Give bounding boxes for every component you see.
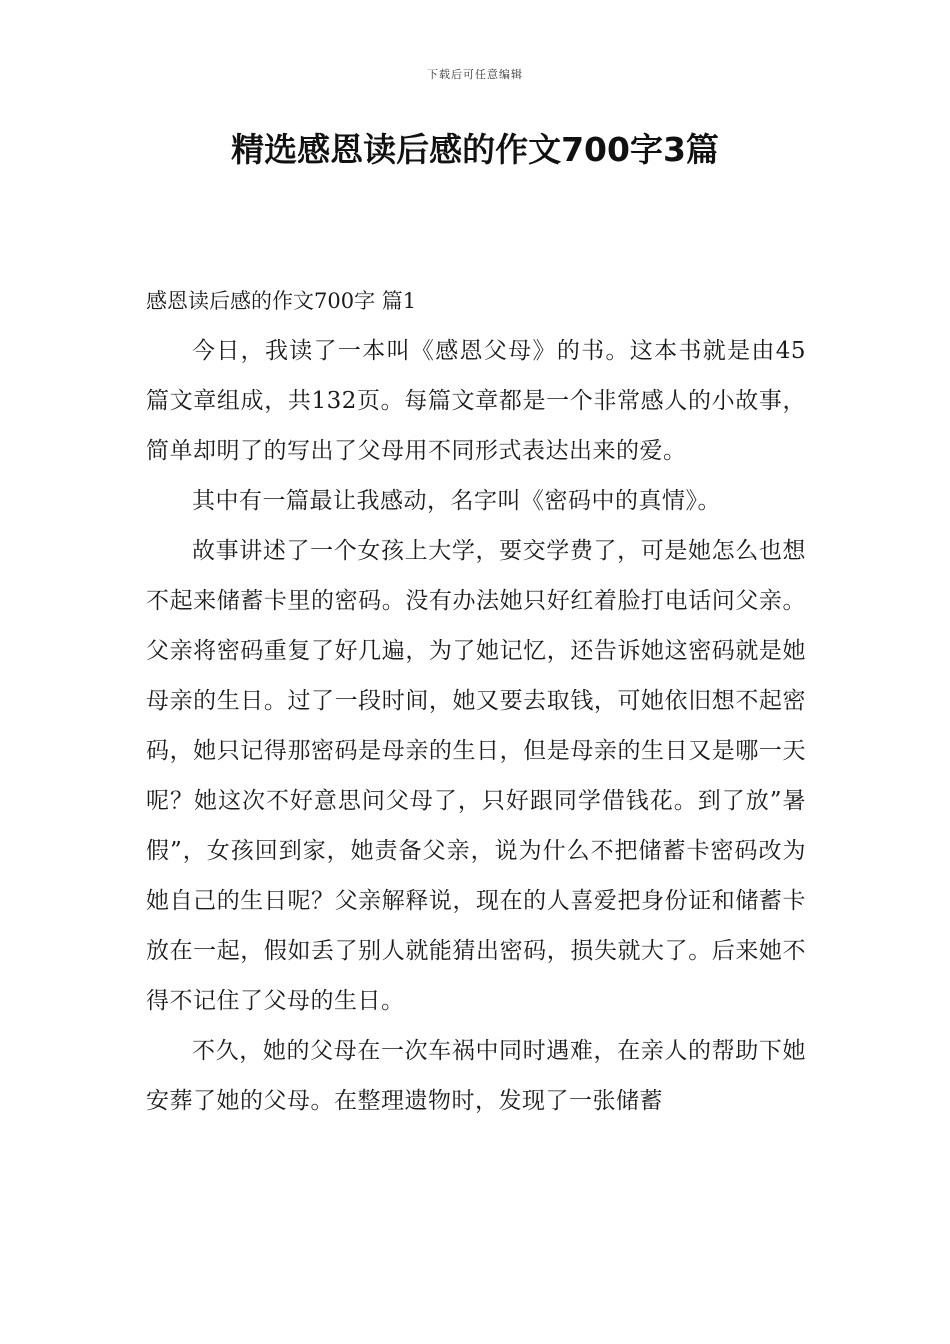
paragraph: 不久，她的父母在一次车祸中同时遇难，在亲人的帮助下她安葬了她的父母。在整理遗物时，发现了一张储蓄 [146,1038,806,1114]
paragraph: 其中有一篇最让我感动，名字叫《密码中的真情》。 [192,488,721,514]
header-note: 下载后可任意编辑 [427,68,523,81]
document-title: 精选感恩读后感的作文700字3篇 [231,130,719,169]
paragraph: 今日，我读了一本叫《感恩父母》的书。这本书就是由45篇文章组成，共132页。每篇文章都是一个非常感人的小故事，简单却明了的写出了父母用不同形式表达出来的爱。 [146,338,806,464]
document-body [146,276,806,1126]
paragraph: 故事讲述了一个女孩上大学，要交学费了，可是她怎么也想不起来储蓄卡里的密码。没有办法她只好红着脸打电话问父亲。父亲将密码重复了好几遍，为了她记忆，还告诉她这密码就是她母亲的生日。过了一段时间，她又要去取钱，可她依旧想不起密码，她只记得那密码是母亲的生日，但是母亲的生日又是哪一天呢？她这次不好意思问父母了，只好跟同学借钱花。到了放”暑假”，女孩回到家，她责备父亲，说为什么不把储蓄卡密码改为她自己的生日呢？父亲解释说，现在的人喜爱把身份证和储蓄卡放在一起，假如丢了别人就能猜出密码，损失就大了。后来她不得不记住了父母的生日。 [146,538,806,1014]
section-heading: 感恩读后感的作文700字 篇1 [146,289,417,313]
